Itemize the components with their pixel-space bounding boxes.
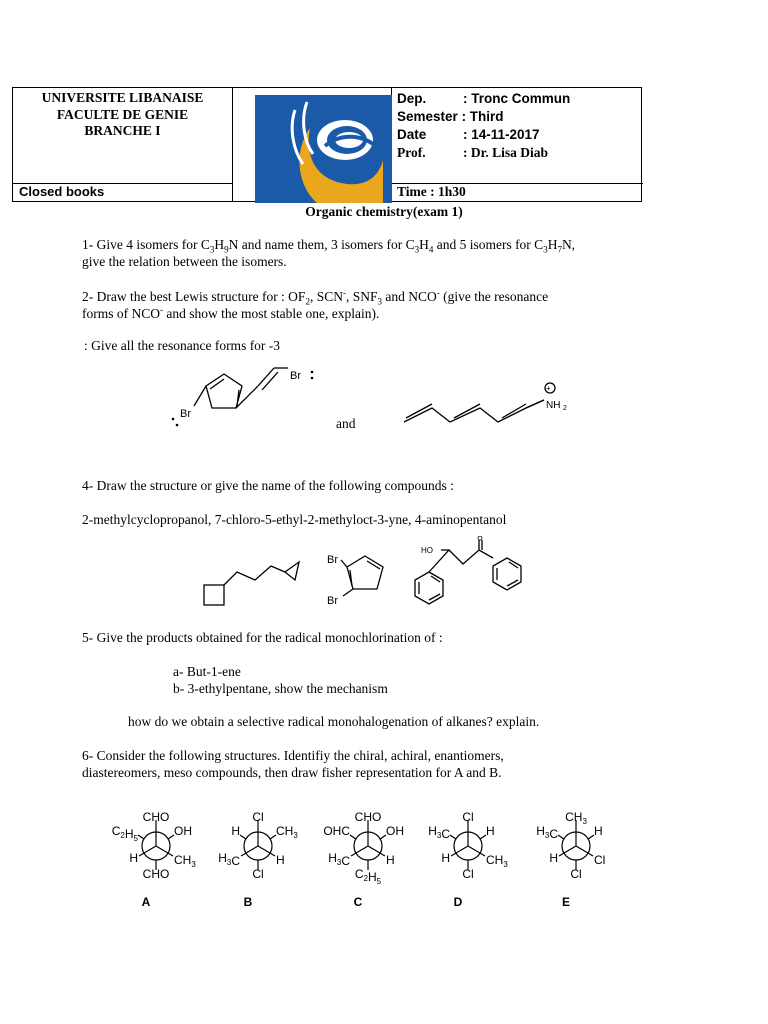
substituent-lower-right: $CH_3$ bbox=[486, 853, 508, 869]
substituent-lower-left: $H_3C$ bbox=[328, 851, 350, 868]
svg-text:Br: Br bbox=[327, 595, 338, 607]
substituent-upper-right: H bbox=[486, 824, 495, 838]
substituent-lower-right: H bbox=[276, 853, 285, 867]
structure-label: C bbox=[353, 895, 363, 909]
question-1: 1- Give 4 isomers for $C_3H_9N$ and name them, 3 isomers for $C_3H_4$ and 5 isomers for $C_3H_7N$, give the relation between the isomers. bbox=[82, 237, 576, 269]
svg-text:HO: HO bbox=[421, 546, 433, 555]
substituent-lower-left: H bbox=[549, 851, 558, 865]
question-5-c: how do we obtain a selective radical monohalogenation of alkanes? explain. bbox=[128, 714, 540, 729]
substituent-top: $CH_3$ bbox=[565, 810, 587, 826]
pentadienyl-iminium-structure bbox=[398, 378, 588, 428]
substituent-upper-right: $CH_3$ bbox=[276, 824, 298, 840]
newman-d bbox=[450, 820, 486, 909]
question-2: 2- Draw the best Lewis structure for : $OF_2$, SCN-, $SNF_3$ and NCO- (give the resonance forms of NCO- and show the most stable one, explain). bbox=[82, 287, 549, 321]
newman-a bbox=[138, 820, 174, 909]
structure-label: A bbox=[141, 895, 151, 909]
faculty-name: FACULTE DE GENIE bbox=[56, 106, 189, 122]
university-name: UNIVERSITE LIBANAISE bbox=[41, 90, 204, 105]
question-6-instruction: 6- Consider the following structures. Identifiy the chiral, achiral, enantiomers, diastereomers, meso compounds, then draw fisher representation for A and B. bbox=[82, 748, 504, 780]
bromo-cyclopentadiene-structure bbox=[160, 362, 340, 432]
exam-title: Organic chemistry(exam 1) bbox=[305, 204, 463, 219]
university-block bbox=[13, 90, 232, 140]
substituent-bottom: CHO bbox=[142, 867, 170, 881]
semester-label: Semester bbox=[397, 109, 458, 124]
svg-text:NH: NH bbox=[546, 400, 561, 411]
substituent-bottom: Cl bbox=[570, 867, 582, 881]
substituent-bottom: $C_2H_5$ bbox=[354, 867, 382, 886]
substituent-upper-left: $H_3C$ bbox=[536, 824, 558, 841]
divider bbox=[232, 88, 233, 201]
substituent-upper-right: OH bbox=[386, 824, 404, 838]
semester-value: : Third bbox=[461, 109, 504, 124]
date-label: Date bbox=[397, 127, 427, 142]
question-4-structures bbox=[195, 536, 535, 610]
substituent-lower-left: H bbox=[129, 851, 138, 865]
svg-text:2: 2 bbox=[563, 405, 567, 412]
header-table bbox=[12, 87, 642, 202]
branch-name: BRANCHE I bbox=[84, 123, 161, 138]
newman-c bbox=[350, 820, 386, 909]
prof-label: Prof. bbox=[397, 145, 426, 160]
substituent-upper-right: H bbox=[594, 824, 603, 838]
substituent-top: CHO bbox=[142, 810, 170, 824]
substituent-lower-right: Cl bbox=[594, 853, 606, 867]
substituent-lower-left: H bbox=[441, 851, 450, 865]
question-4-instruction: 4- Draw the structure or give the name of the following compounds : bbox=[82, 478, 454, 493]
question-5-b: b- 3-ethylpentane, show the mechanism bbox=[173, 681, 388, 696]
svg-text:+: + bbox=[546, 384, 551, 393]
question-4-names: 2-methylcyclopropanol, 7-chloro-5-ethyl-2-methyloct-3-yne, 4-aminopentanol bbox=[82, 512, 507, 527]
svg-text:Br: Br bbox=[327, 554, 338, 566]
substituent-upper-left: $C_2H_5$ bbox=[111, 824, 138, 843]
dep-value: : Tronc Commun bbox=[463, 91, 571, 106]
date-value: : 14-11-2017 bbox=[463, 127, 540, 142]
and-text: and bbox=[336, 416, 356, 431]
exam-duration: Time : 1h30 bbox=[397, 184, 466, 199]
newman-e bbox=[558, 820, 594, 909]
dep-label: Dep. bbox=[397, 91, 427, 106]
substituent-bottom: Cl bbox=[252, 867, 264, 881]
prof-value: : Dr. Lisa Diab bbox=[463, 145, 549, 160]
question-3: : Give all the resonance forms for -3 bbox=[84, 338, 281, 353]
substituent-bottom: Cl bbox=[462, 867, 474, 881]
svg-text:Br: Br bbox=[290, 370, 301, 382]
university-logo bbox=[255, 88, 392, 203]
newman-projections bbox=[90, 806, 650, 910]
substituent-top: Cl bbox=[252, 810, 264, 824]
structure-label: E bbox=[561, 895, 571, 909]
course-info bbox=[397, 90, 570, 162]
svg-text:Br: Br bbox=[180, 408, 191, 420]
substituent-upper-left: $H_3C$ bbox=[428, 824, 450, 841]
substituent-upper-left: H bbox=[231, 824, 240, 838]
structure-label: D bbox=[453, 895, 463, 909]
structure-label: B bbox=[243, 895, 253, 909]
substituent-top: CHO bbox=[354, 810, 382, 824]
substituent-upper-right: OH bbox=[174, 824, 192, 838]
substituent-upper-left: OHC bbox=[323, 824, 350, 838]
closed-books-note: Closed books bbox=[19, 184, 105, 199]
newman-b bbox=[240, 820, 276, 909]
substituent-lower-right: H bbox=[386, 853, 395, 867]
substituent-top: Cl bbox=[462, 810, 474, 824]
question-5-instruction: 5- Give the products obtained for the radical monochlorination of : bbox=[82, 630, 443, 645]
substituent-lower-left: $H_3C$ bbox=[218, 851, 240, 868]
question-5-a: a- But-1-ene bbox=[173, 664, 241, 679]
substituent-lower-right: $CH_3$ bbox=[174, 853, 196, 869]
